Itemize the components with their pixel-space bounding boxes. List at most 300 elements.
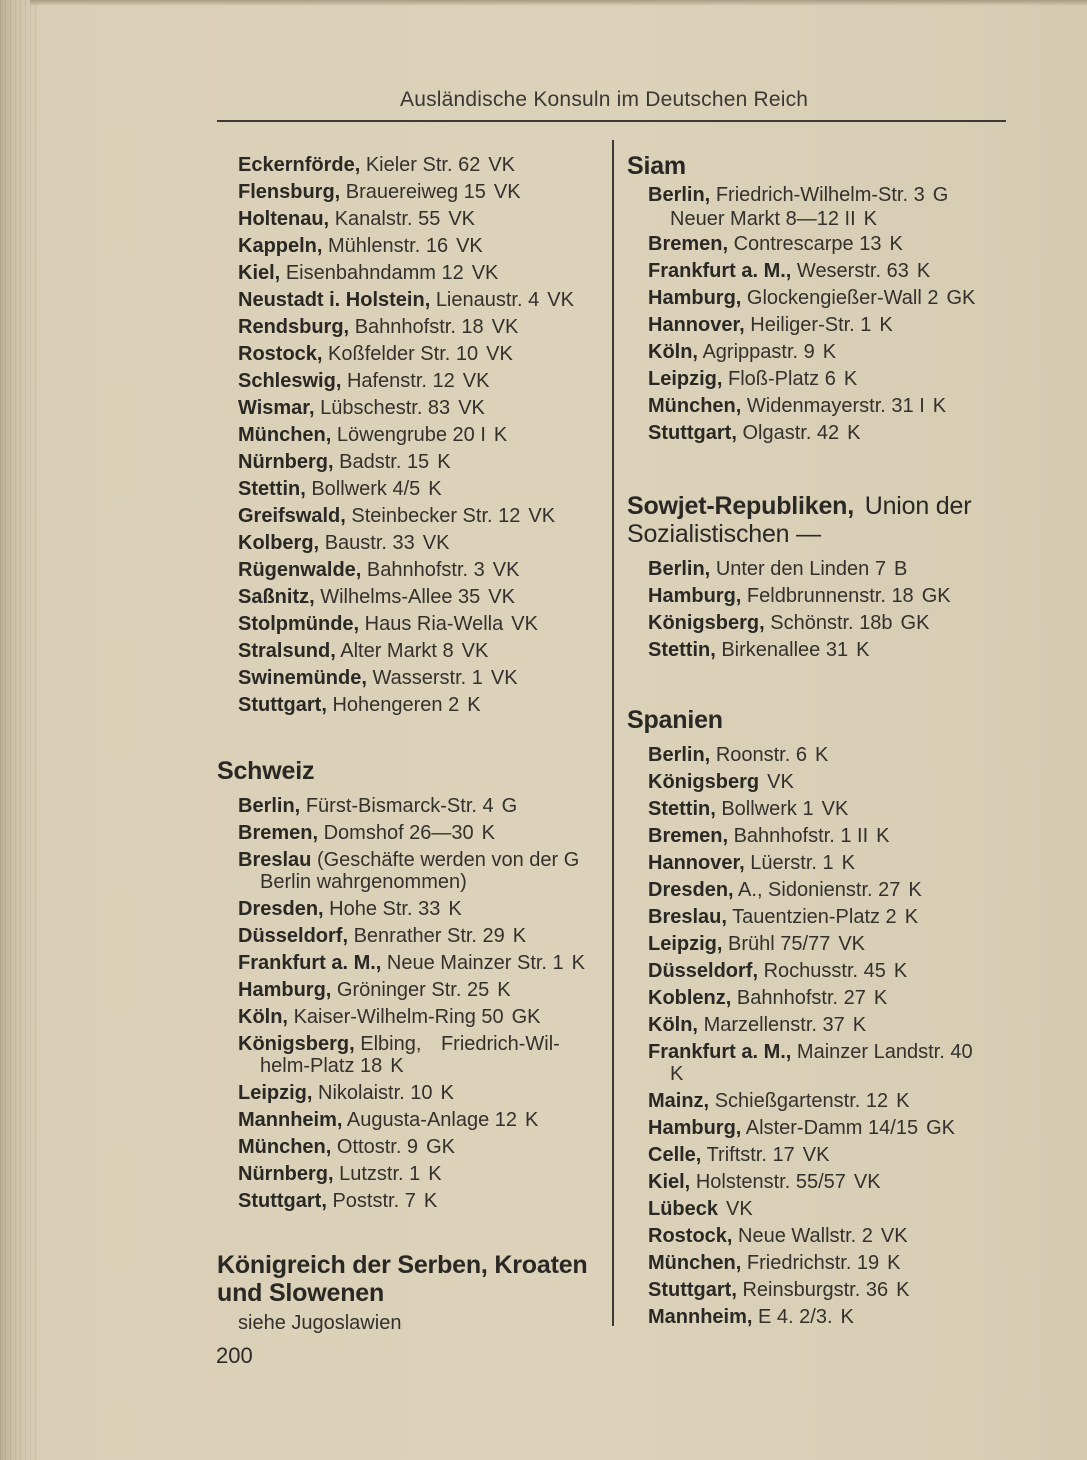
entry-city: Hamburg, <box>648 585 742 607</box>
entry-code: VK <box>491 316 519 338</box>
list-item <box>627 1196 1022 1223</box>
running-head: Ausländische Konsuln im Deutschen Reich <box>400 88 809 111</box>
entry-city: Wismar, <box>238 397 315 419</box>
entry-city: Stolpmünde, <box>238 613 360 635</box>
entry-code: K <box>448 898 462 920</box>
entry-code: VK <box>880 1225 908 1247</box>
entry-code-line2: K <box>863 208 877 230</box>
list-item <box>627 1223 1022 1250</box>
entry-address: Benrather Str. 29 <box>353 925 505 947</box>
list-item <box>627 556 1022 583</box>
list-item <box>627 1012 1022 1039</box>
entry-code: VK <box>486 343 513 365</box>
entry-city: Mannheim, <box>648 1306 753 1328</box>
entry-city: Frankfurt a. M., <box>238 952 382 974</box>
section-title-spanien: Spanien <box>627 706 723 734</box>
entry-city: Leipzig, <box>648 368 723 390</box>
entry-city: Greifswald, <box>238 505 346 527</box>
entry-code: K <box>437 451 451 473</box>
entry-address: Haus Ria-Wella <box>364 613 504 635</box>
section-title-schweiz: Schweiz <box>217 757 315 785</box>
entry-code: VK <box>492 559 520 581</box>
entry-city: Berlin, <box>238 795 301 817</box>
entry-city: Stuttgart, <box>648 422 737 444</box>
entry-address: Heiliger-Str. 1 <box>750 314 872 336</box>
entry-city: Breslau, <box>648 906 727 928</box>
list-item <box>217 977 602 1004</box>
entry-address-line2: Neuer Markt 8—12 II <box>670 208 856 230</box>
list-item <box>217 287 602 314</box>
entry-city: Berlin, <box>648 184 711 206</box>
entry-code: K <box>856 639 870 661</box>
entry-city: Hamburg, <box>648 1117 742 1139</box>
entry-city: Hannover, <box>648 852 745 874</box>
entry-code: K <box>879 314 893 336</box>
entry-address: Lübschestr. 83 <box>320 397 451 419</box>
entry-address: Holstenstr. 55/57 <box>695 1171 846 1193</box>
list-item <box>217 449 602 476</box>
entry-address: Hohe Str. 33 <box>329 898 441 920</box>
entry-address: Tauentzien-Platz 2 <box>732 906 897 928</box>
entry-address: Domshof 26—30 <box>323 822 474 844</box>
list-item <box>627 904 1022 931</box>
list-item <box>627 231 1022 258</box>
entry-code: VK <box>528 505 556 527</box>
entry-code: K <box>814 744 829 766</box>
entry-address: Olgastr. 42 <box>742 422 840 444</box>
entry-city: Swinemünde, <box>238 667 367 689</box>
list-item <box>217 341 602 368</box>
entry-city: Holtenau, <box>238 208 330 230</box>
list-item <box>217 1161 602 1188</box>
entry-address: Weserstr. 63 <box>796 260 909 282</box>
entry-code: G <box>501 795 518 817</box>
entry-code: GK <box>921 585 951 607</box>
entry-address: Koßfelder Str. 10 <box>328 343 479 365</box>
entry-city: Königsberg <box>648 771 760 793</box>
continued-list <box>217 152 602 719</box>
section-title-rest: Union der <box>864 492 972 520</box>
entry-city: Breslau <box>238 849 312 871</box>
entry-code: VK <box>726 1198 753 1220</box>
entry-city: Stuttgart, <box>238 694 327 716</box>
entry-address: Bahnhofstr. 18 <box>354 316 484 338</box>
entry-city: Neustadt i. Holstein, <box>238 289 431 311</box>
entry-address: Friedrich-Wilhelm-Str. 3 <box>715 184 925 206</box>
entry-code: VK <box>456 235 483 257</box>
entry-address: Hohengeren 2 <box>332 694 460 716</box>
entry-address: Brauereiweg 15 <box>345 181 486 203</box>
spanien-list-b <box>627 1088 1022 1331</box>
entry-code: VK <box>767 771 794 793</box>
entry-code: VK <box>471 262 499 284</box>
entry-code: VK <box>422 532 450 554</box>
entry-address: Löwengrube 20 I <box>336 424 486 446</box>
entry-city: Frankfurt a. M., <box>648 1041 792 1063</box>
list-item <box>217 530 602 557</box>
page-top-edge <box>30 0 1087 6</box>
entry-address: Brühl 75/77 <box>728 933 831 955</box>
entry-address: Kaiser-Wilhelm-Ring 50 <box>293 1006 504 1028</box>
entry-code: VK <box>493 181 521 203</box>
list-item <box>217 1107 602 1134</box>
list-item <box>627 1115 1022 1142</box>
entry-code: K <box>428 478 442 500</box>
entry-address: Kieler Str. 62 <box>365 154 481 176</box>
list-item <box>627 1142 1022 1169</box>
schweiz-list-c <box>217 1080 602 1215</box>
entry-code: K <box>493 424 508 446</box>
entry-address: Mainzer Landstr. 40 <box>796 1041 973 1063</box>
list-item <box>217 260 602 287</box>
entry-city: Kolberg, <box>238 532 320 554</box>
entry-city: Stuttgart, <box>648 1279 737 1301</box>
entry-code: K <box>887 1252 901 1274</box>
entry-city: Mainz, <box>648 1090 710 1112</box>
entry-code: K <box>525 1109 539 1131</box>
list-item <box>627 850 1022 877</box>
entry-city: Köln, <box>648 341 698 363</box>
entry-address: Lienaustr. 4 <box>435 289 540 311</box>
entry-city: Koblenz, <box>648 987 732 1009</box>
entry-address: Lüerstr. 1 <box>750 852 834 874</box>
column-rule <box>612 140 614 1326</box>
entry-address: Unter den Linden 7 <box>715 558 886 580</box>
list-item <box>627 637 1022 664</box>
list-item <box>627 285 1022 312</box>
list-item <box>627 877 1022 904</box>
entry-address: Neue Mainzer Str. 1 <box>386 952 564 974</box>
entry-address-line2: helm-Platz 18 <box>260 1055 383 1077</box>
entry-code: K <box>440 1082 454 1104</box>
section-title-bold: Sowjet-Republiken, <box>627 492 854 520</box>
section-title-serben <box>217 1251 602 1307</box>
list-item <box>217 1134 602 1161</box>
section-title-line2: und Slowenen <box>217 1279 385 1307</box>
list-item <box>217 476 602 503</box>
sowjet-list <box>627 556 1022 664</box>
list-item <box>217 1004 602 1031</box>
entry-city: Berlin, <box>648 744 711 766</box>
list-item <box>217 896 602 923</box>
list-item <box>217 1188 602 1215</box>
section-title-line1: Königreich der Serben, Kroaten <box>217 1251 588 1279</box>
entry-city: Rügenwalde, <box>238 559 362 581</box>
entry-code: VK <box>511 613 538 635</box>
entry-code: K <box>840 1306 854 1328</box>
entry-city: Lübeck <box>648 1198 719 1220</box>
list-item <box>217 611 602 638</box>
entry-address: Eisenbahndamm 12 <box>285 262 464 284</box>
entry-city: München, <box>648 395 742 417</box>
entry-address: Widenmayerstr. 31 I <box>746 395 925 417</box>
entry-address: Lutzstr. 1 <box>339 1163 421 1185</box>
entry-city: Flensburg, <box>238 181 341 203</box>
entry-address: Mühlenstr. 16 <box>328 235 449 257</box>
entry-city: Stettin, <box>648 639 716 661</box>
list-item <box>627 312 1022 339</box>
list-item <box>217 233 602 260</box>
schweiz-list-a <box>217 793 602 847</box>
entry-code: GK <box>426 1136 455 1158</box>
entry-code: K <box>904 906 919 928</box>
entry-address: Wilhelms-Allee 35 <box>320 586 481 608</box>
entry-code: VK <box>490 667 518 689</box>
entry-address: Roonstr. 6 <box>715 744 807 766</box>
entry-code: K <box>916 260 931 282</box>
list-item <box>627 1169 1022 1196</box>
see-reference: siehe Jugoslawien <box>238 1312 402 1334</box>
entry-address: Alter Markt 8 <box>340 640 454 662</box>
list-item <box>217 503 602 530</box>
entry-breslau <box>217 847 602 896</box>
entry-city: Kappeln, <box>238 235 323 257</box>
section-title-siam: Siam <box>627 152 686 180</box>
entry-code: K <box>571 952 586 974</box>
list-item <box>217 638 602 665</box>
siam-list <box>627 231 1022 447</box>
list-item <box>627 1250 1022 1277</box>
entry-code: K <box>896 1279 910 1301</box>
entry-second-line <box>648 207 1022 231</box>
entry-city: Kiel, <box>238 262 281 284</box>
entry-address: Floß-Platz 6 <box>728 368 836 390</box>
entry-code: GK <box>926 1117 955 1139</box>
entry-code: VK <box>547 289 574 311</box>
entry-city: Eckernförde, <box>238 154 361 176</box>
entry-city: Königsberg, <box>238 1033 355 1055</box>
entry-address-cont: Berlin wahrgenommen) <box>260 871 467 893</box>
entry-address: Neue Wallstr. 2 <box>738 1225 873 1247</box>
entry-code: K <box>423 1190 438 1212</box>
list-item <box>627 769 1022 796</box>
entry-code: K <box>467 694 481 716</box>
entry-code: K <box>889 233 903 255</box>
list-item <box>217 584 602 611</box>
list-item <box>627 823 1022 850</box>
list-item <box>627 610 1022 637</box>
entry-address-cont <box>238 1055 602 1077</box>
entry-code: K <box>390 1055 404 1077</box>
entry-address: E 4. 2/3. <box>758 1306 833 1328</box>
entry-city: Hannover, <box>648 314 745 336</box>
list-item <box>627 393 1022 420</box>
entry-code: K <box>893 960 908 982</box>
entry-city: Nürnberg, <box>238 451 334 473</box>
entry-city: Stettin, <box>238 478 306 500</box>
list-item <box>217 557 602 584</box>
entry-city: Nürnberg, <box>238 1163 334 1185</box>
list-item <box>217 368 602 395</box>
entry-address: Poststr. 7 <box>332 1190 416 1212</box>
list-item <box>627 583 1022 610</box>
entry-code: VK <box>461 640 489 662</box>
entry-address: Triftstr. 17 <box>706 1144 795 1166</box>
list-item <box>217 820 602 847</box>
entry-city: Bremen, <box>648 825 729 847</box>
entry-code: GK <box>900 612 930 634</box>
entry-city: Hamburg, <box>238 979 332 1001</box>
entry-city: Dresden, <box>238 898 324 920</box>
entry-address: Baustr. 33 <box>324 532 415 554</box>
entry-address: Hafenstr. 12 <box>346 370 455 392</box>
entry-address: Rochusstr. 45 <box>763 960 886 982</box>
entry-city: Berlin, <box>648 558 711 580</box>
entry-koenigsberg <box>217 1031 602 1080</box>
entry-code: K <box>822 341 837 363</box>
entry-address: Badstr. 15 <box>339 451 430 473</box>
entry-code: B <box>893 558 908 580</box>
entry-code: GK <box>511 1006 541 1028</box>
entry-address: A., Sidonienstr. 27 <box>738 879 901 901</box>
entry-code: K <box>847 422 861 444</box>
entry-address: Gröninger Str. 25 <box>336 979 490 1001</box>
entry-city: Stettin, <box>648 798 716 820</box>
right-column <box>627 152 1022 1331</box>
entry-code: VK <box>802 1144 830 1166</box>
list-item <box>217 793 602 820</box>
entry-city: München, <box>238 1136 332 1158</box>
entry-code: K <box>873 987 888 1009</box>
list-item <box>627 1304 1022 1331</box>
entry-address: Agrippastr. 9 <box>702 341 815 363</box>
entry-address: Wasserstr. 1 <box>372 667 483 689</box>
list-item <box>627 1277 1022 1304</box>
entry-city: München, <box>238 424 332 446</box>
entry-code: VK <box>853 1171 881 1193</box>
entry-address: Nikolaistr. 10 <box>318 1082 433 1104</box>
list-item <box>217 1080 602 1107</box>
entry-city: Kiel, <box>648 1171 691 1193</box>
entry-address: Schönstr. 18b <box>770 612 893 634</box>
entry-code: K <box>896 1090 910 1112</box>
entry-address: Bahnhofstr. 3 <box>366 559 485 581</box>
list-item <box>627 796 1022 823</box>
entry-code: VK <box>838 933 865 955</box>
list-item <box>627 931 1022 958</box>
entry-code: VK <box>448 208 475 230</box>
entry-address: Augusta-Anlage 12 <box>346 1109 518 1131</box>
entry-code: K <box>512 925 527 947</box>
list-item <box>627 420 1022 447</box>
entry-city: Rostock, <box>238 343 323 365</box>
list-item <box>627 742 1022 769</box>
entry-code: K <box>841 852 855 874</box>
entry-code: K <box>852 1014 867 1036</box>
entry-city: Celle, <box>648 1144 702 1166</box>
entry-code: K <box>843 368 858 390</box>
entry-city: Stralsund, <box>238 640 336 662</box>
list-item <box>627 1088 1022 1115</box>
entry-city: Köln, <box>238 1006 288 1028</box>
entry-city: Hamburg, <box>648 287 742 309</box>
entry-city: Düsseldorf, <box>648 960 759 982</box>
section-title-sowjet <box>627 492 1022 556</box>
entry-code: K <box>932 395 947 417</box>
entry-address: Marzellenstr. 37 <box>703 1014 845 1036</box>
entry-address: Ottostr. 9 <box>336 1136 419 1158</box>
list-item <box>217 950 602 977</box>
section-title-line2: Sozialistischen — <box>627 520 821 548</box>
entry-address: Elbing, Friedrich-Wil- <box>360 1033 560 1055</box>
list-item <box>217 422 602 449</box>
entry-address: (Geschäfte werden von der G <box>316 849 580 871</box>
entry-city: Köln, <box>648 1014 698 1036</box>
entry-city: Leipzig, <box>648 933 723 955</box>
entry-address: Schießgartenstr. 12 <box>714 1090 889 1112</box>
entry-address: Birkenallee 31 <box>721 639 849 661</box>
entry-city: Dresden, <box>648 879 734 901</box>
entry-code: K <box>481 822 496 844</box>
entry-code: K <box>876 825 890 847</box>
entry-address: Friedrichstr. 19 <box>746 1252 880 1274</box>
entry-address: Fürst-Bismarck-Str. 4 <box>305 795 494 817</box>
entry-address: Glockengießer-Wall 2 <box>746 287 939 309</box>
entry-code: VK <box>458 397 485 419</box>
entry-city: Schleswig, <box>238 370 342 392</box>
entry-city: München, <box>648 1252 742 1274</box>
entry-city: Königsberg, <box>648 612 765 634</box>
list-item <box>627 958 1022 985</box>
entry-code: K <box>497 979 511 1001</box>
entry-city: Rendsburg, <box>238 316 350 338</box>
entry-code: K <box>428 1163 442 1185</box>
page-number: 200 <box>216 1343 253 1368</box>
entry-city: Bremen, <box>648 233 729 255</box>
entry-address: Alster-Damm 14/15 <box>745 1117 919 1139</box>
entry-address: Kanalstr. 55 <box>334 208 441 230</box>
entry-city: Frankfurt a. M., <box>648 260 792 282</box>
entry-address: Bahnhofstr. 1 II <box>733 825 869 847</box>
list-item <box>627 366 1022 393</box>
entry-address: Reinsburgstr. 36 <box>742 1279 889 1301</box>
list-item <box>217 314 602 341</box>
entry-code: VK <box>488 154 516 176</box>
entry-address: Bollwerk 4/5 <box>311 478 421 500</box>
header-rule <box>217 120 1006 122</box>
entry-city: Leipzig, <box>238 1082 313 1104</box>
list-item <box>217 179 602 206</box>
left-column <box>217 152 602 1335</box>
list-item <box>217 152 602 179</box>
list-item <box>217 395 602 422</box>
entry-code: VK <box>821 798 849 820</box>
entry-city: Saßnitz, <box>238 586 315 608</box>
entry-code: VK <box>488 586 515 608</box>
entry-city: Bremen, <box>238 822 319 844</box>
entry-city: Stuttgart, <box>238 1190 327 1212</box>
entry-address: Bollwerk 1 <box>721 798 814 820</box>
entry-city: Düsseldorf, <box>238 925 349 947</box>
list-item <box>217 665 602 692</box>
entry-city: Mannheim, <box>238 1109 343 1131</box>
list-item <box>627 339 1022 366</box>
entry-berlin-siam <box>627 183 1022 231</box>
schweiz-list-b <box>217 896 602 1031</box>
list-item <box>217 206 602 233</box>
entry-address: Contrescarpe 13 <box>733 233 882 255</box>
entry-code: GK <box>946 287 976 309</box>
spanien-list-a <box>627 742 1022 1039</box>
entry-code: G <box>932 184 949 206</box>
list-item <box>627 985 1022 1012</box>
entry-address: Steinbecker Str. 12 <box>351 505 521 527</box>
list-item <box>627 258 1022 285</box>
entry-frankfurt-spanien <box>627 1039 1022 1088</box>
entry-address: Bahnhofstr. 27 <box>736 987 866 1009</box>
entry-address: Feldbrunnenstr. 18 <box>746 585 914 607</box>
list-item <box>217 692 602 719</box>
